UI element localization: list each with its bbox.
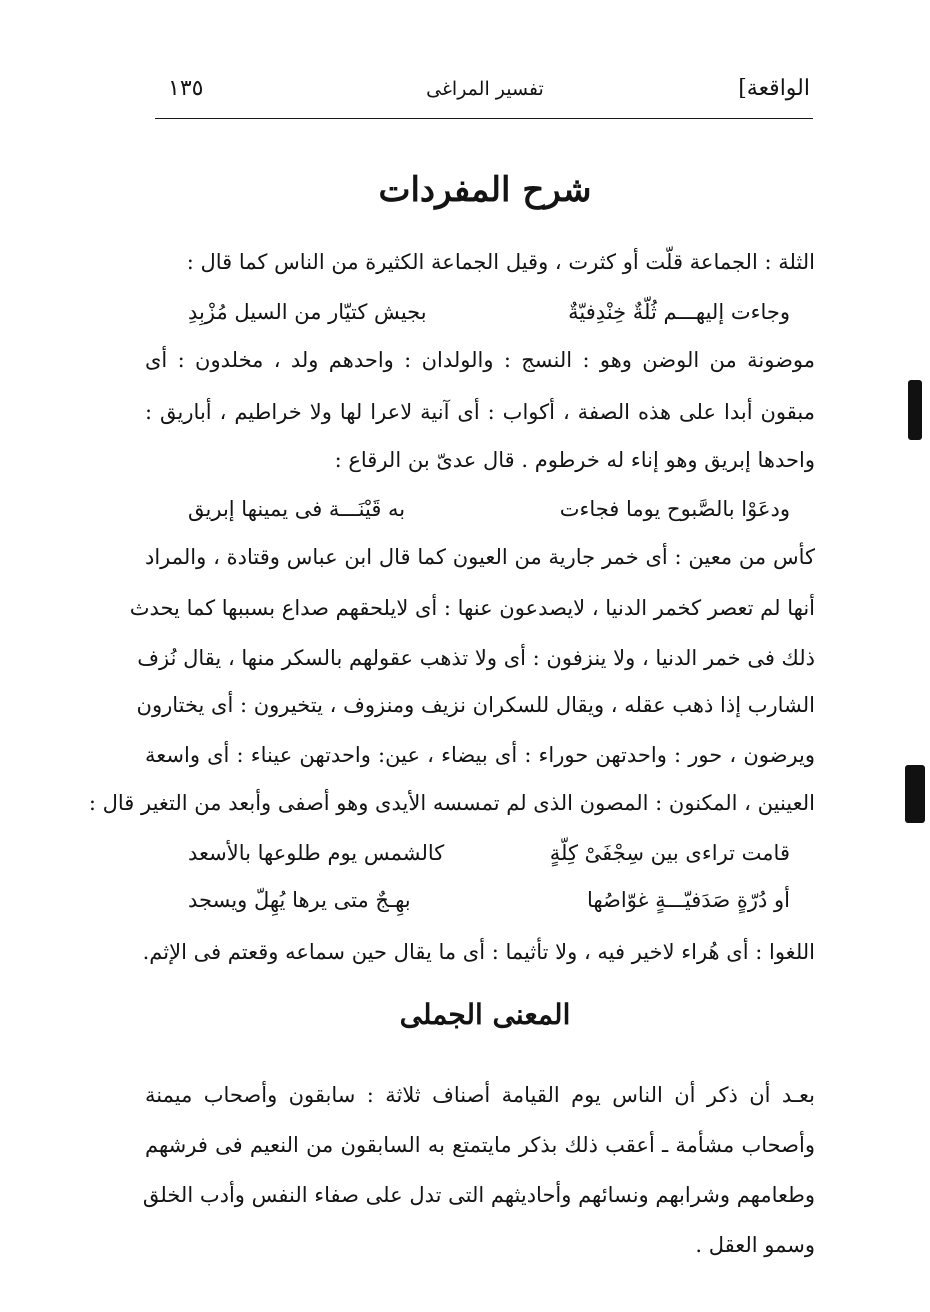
text-line: كأس من معين : أى خمر جارية من العيون كما قال ابن عباس وقتادة ، والمراد <box>145 545 815 569</box>
verse-hemistich: أو دُرّةٍ صَدَفيّـــةٍ غوّاصُها <box>586 888 790 912</box>
page-number: ١٣٥ <box>168 76 204 101</box>
text-line: الثلة : الجماعة قلّت أو كثرت ، وقيل الجماعة الكثيرة من الناس كما قال : <box>186 250 815 274</box>
text-line: ذلك فى خمر الدنيا ، ولا ينزفون : أى ولا تذهب عقولهم بالسكر منها ، يقال نُزف <box>137 646 815 670</box>
verse-hemistich: ودعَوْا بالصَّبوح يوما فجاءت <box>559 497 790 521</box>
verse-hemistich: بهِـجٌ متى يرها يُهِلّ ويسجد <box>188 888 411 912</box>
text-line: مبقون أبدا على هذه الصفة ، أكواب : أى آنية لاعرا لها ولا خراطيم ، أباريق : <box>145 400 815 424</box>
text-line: موضونة من الوضن وهو : النسج : والولدان : واحدهم ولد ، مخلدون : أى <box>145 348 815 372</box>
text-line: وسمو العقل . <box>695 1233 815 1257</box>
scan-edge-mark <box>905 765 925 823</box>
verse-hemistich: قامت تراءى بين سِجْفَىْ كِلّةٍ <box>549 841 790 865</box>
book-title: تفسير المراغى <box>426 78 544 100</box>
text-line: ويرضون ، حور : واحدتهن حوراء : أى بيضاء ، عين: واحدتهن عيناء : أى واسعة <box>145 743 815 767</box>
section-title-summary: المعنى الجملى <box>399 998 571 1031</box>
text-line: اللغوا : أى هُراء لاخير فيه ، ولا تأثيما : أى ما يقال حين سماعه وقعتم فى الإثم. <box>142 940 815 964</box>
running-header <box>160 72 810 112</box>
verse-hemistich: به قَيْنَـــة فى يمينها إبريق <box>188 497 406 521</box>
text-line: واحدها إبريق وهو إناء له خرطوم . قال عدىّ بن الرقاع : <box>334 448 815 472</box>
text-line: أنها لم تعصر كخمر الدنيا ، لايصدعون عنها : أى لايلحقهم صداع بسببها كما يحدث <box>129 596 815 620</box>
text-line: وطعامهم وشرابهم ونسائهم وأحاديثهم التى تدل على صفاء النفس وأدب الخلق <box>142 1183 815 1207</box>
surah-name: الواقعة] <box>738 76 810 101</box>
scan-edge-mark <box>908 380 922 440</box>
text-line: وأصحاب مشأمة ـ أعقب ذلك بذكر مايتمتع به السابقون من النعيم فى فرشهم <box>145 1133 815 1157</box>
text-line: الشارب إذا ذهب عقله ، ويقال للسكران نزيف ومنزوف ، يتخيرون : أى يختارون <box>136 693 815 717</box>
text-line: بعـد أن ذكر أن الناس يوم القيامة أصناف ثلاثة : سابقون وأصحاب ميمنة <box>145 1083 815 1107</box>
verse-hemistich: كالشمس يوم طلوعها بالأسعد <box>188 841 445 865</box>
verse-hemistich: وجاءت إليهـــم ثُلّةٌ خِنْدِفيّةٌ <box>568 300 790 324</box>
header-rule <box>155 118 813 119</box>
section-title-vocabulary: شرح المفردات <box>378 170 592 210</box>
text-line: العينين ، المكنون : المصون الذى لم تمسسه الأيدى وهو أصفى وأبعد من التغير قال : <box>88 791 815 815</box>
verse-hemistich: بجيش كتيّار من السيل مُزْبِدِ <box>188 300 427 324</box>
